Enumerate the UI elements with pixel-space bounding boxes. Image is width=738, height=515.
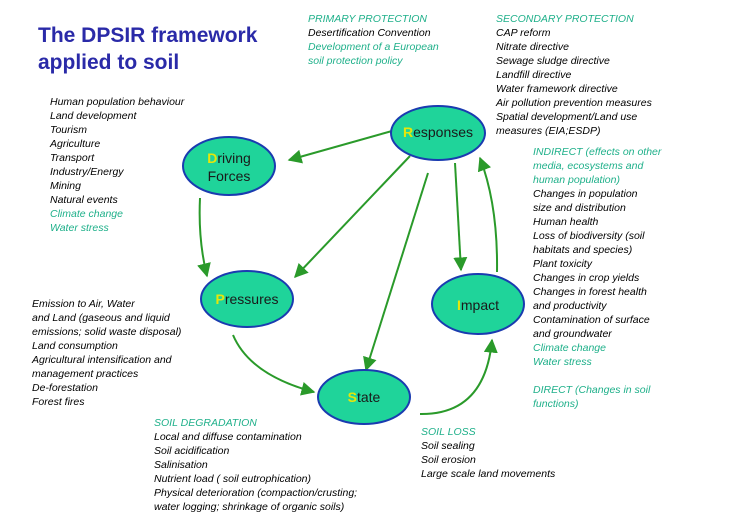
indirect-heading: human population) (533, 174, 620, 186)
primary-protection-block (308, 12, 439, 68)
label-state-initial: S (347, 389, 357, 405)
label-driving-rest: riving (217, 150, 251, 166)
impact-item-green: Water stress (533, 356, 592, 368)
driver-item: Mining (50, 180, 81, 192)
primary-heading: PRIMARY PROTECTION (308, 13, 428, 25)
impact-item-green: Climate change (533, 342, 606, 354)
degradation-item: Physical deterioration (compaction/crusting; (154, 487, 358, 499)
driver-item: Human population behaviour (50, 96, 185, 108)
soil-degradation-block (154, 416, 357, 514)
indirect-impacts-block (533, 145, 661, 369)
driver-item: Transport (50, 152, 95, 164)
direct-line: DIRECT (Changes in soil (533, 384, 651, 396)
label-state (318, 388, 410, 406)
secondary-item: Air pollution prevention measures (496, 97, 652, 109)
impact-item: and groundwater (533, 328, 612, 340)
impact-item: Changes in forest health (533, 286, 647, 298)
secondary-item: Landfill directive (496, 69, 572, 81)
drivers-block (50, 95, 184, 235)
driver-item-green: Water stress (50, 222, 109, 234)
degradation-item: water logging; shrinkage of organic soils) (154, 501, 345, 513)
pressure-item: emissions; solid waste disposal) (32, 326, 182, 338)
pressure-item: Land consumption (32, 340, 118, 352)
pressure-item: Forest fires (32, 396, 85, 408)
secondary-item: Spatial development/Land use (496, 111, 638, 123)
label-driving-initial: D (207, 150, 218, 166)
degradation-item: Nutrient load ( soil eutrophication) (154, 473, 311, 485)
arrow-state-to-impact (420, 340, 492, 414)
soil-loss-item: Soil erosion (421, 454, 476, 466)
secondary-item: Nitrate directive (496, 41, 569, 53)
impact-item: Changes in population (533, 188, 638, 200)
soil-loss-item: Large scale land movements (421, 468, 556, 480)
label-driving-forces (183, 149, 275, 185)
label-pressures-rest: ressures (224, 291, 279, 307)
label-state-rest: tate (356, 389, 381, 405)
impact-item: Changes in crop yields (533, 272, 640, 284)
pressure-item: Agricultural intensification and (32, 354, 172, 366)
pressure-item: De-forestation (32, 382, 98, 394)
soil-loss-item: Soil sealing (421, 440, 475, 452)
indirect-heading: media, ecosystems and (533, 160, 644, 172)
degradation-item: Local and diffuse contamination (154, 431, 302, 443)
label-impact-initial: I (456, 297, 461, 313)
secondary-item: Sewage sludge directive (496, 55, 610, 67)
direct-line: functions) (533, 398, 579, 410)
arrow-responses-to-state (366, 173, 428, 370)
indirect-heading: INDIRECT (effects on other (533, 146, 662, 158)
arrow-driving-to-pressures (200, 198, 207, 276)
secondary-heading: SECONDARY PROTECTION (496, 13, 634, 25)
title-line-2: applied to soil (38, 51, 180, 74)
label-responses-initial: R (402, 124, 414, 140)
primary-item: Desertification Convention (308, 27, 431, 39)
impact-item: Loss of biodiversity (soil (533, 230, 645, 242)
impact-item: and productivity (533, 300, 607, 312)
label-impact-rest: mpact (460, 297, 499, 313)
driver-item: Industry/Energy (50, 166, 124, 178)
degradation-item: Salinisation (154, 459, 208, 471)
soil-loss-heading: SOIL LOSS (421, 426, 476, 438)
arrow-pressures-to-state (233, 335, 314, 392)
title-line-1: The DPSIR framework (38, 24, 258, 47)
degradation-item: Soil acidification (154, 445, 230, 457)
arrow-responses-to-driving (289, 131, 392, 160)
pressure-item: and Land (gaseous and liquid (32, 312, 170, 324)
impact-item: Plant toxicity (533, 258, 592, 270)
soil-loss-block (421, 425, 555, 481)
impact-item: size and distribution (533, 202, 626, 214)
degradation-heading: SOIL DEGRADATION (154, 417, 257, 429)
driver-item-green: Climate change (50, 208, 123, 220)
secondary-protection-block (496, 12, 652, 138)
impact-item: Human health (533, 216, 599, 228)
driver-item: Natural events (50, 194, 118, 206)
driver-item: Tourism (50, 124, 87, 136)
arrow-responses-to-impact (455, 163, 461, 270)
primary-item: soil protection policy (308, 55, 403, 67)
label-pressures (201, 290, 293, 308)
direct-impacts-block (533, 383, 650, 411)
label-responses-rest: esponses (413, 124, 474, 140)
label-pressures-initial: P (215, 291, 225, 307)
pressure-item: management practices (32, 368, 139, 380)
driver-item: Land development (50, 110, 137, 122)
primary-item: Development of a European (308, 41, 439, 53)
impact-item: Contamination of surface (533, 314, 650, 326)
driver-item: Agriculture (50, 138, 101, 150)
secondary-item: Water framework directive (496, 83, 618, 95)
label-impact (432, 296, 524, 314)
label-driving-line2: Forces (207, 168, 251, 184)
pressure-item: Emission to Air, Water (32, 298, 135, 310)
arrow-impact-to-responses (480, 158, 497, 272)
pressures-block (32, 297, 181, 409)
label-responses (391, 123, 485, 141)
arrow-responses-to-pressures (295, 156, 410, 277)
impact-item: habitats and species) (533, 244, 633, 256)
secondary-item: CAP reform (496, 27, 551, 39)
secondary-item: measures (EIA;ESDP) (496, 125, 601, 137)
